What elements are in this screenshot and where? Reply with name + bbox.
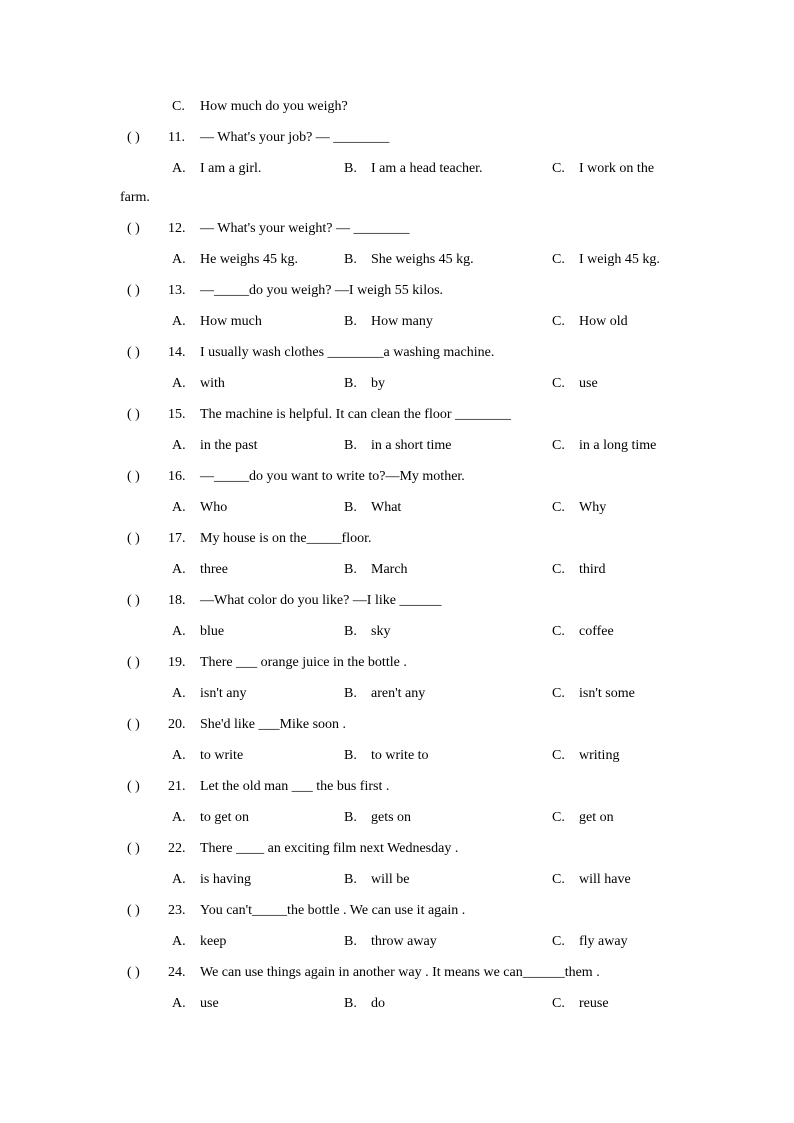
answer-blank[interactable]: ( ) [127,469,140,484]
question-number: 11. [168,130,185,145]
option-letter: B. [344,810,357,825]
option-text[interactable]: What [371,500,402,515]
option-letter: A. [172,314,186,329]
option-text[interactable]: gets on [371,810,412,825]
option-letter: B. [344,562,357,577]
question-text: I usually wash clothes ________a washing machine. [200,345,495,360]
question-text: There ___ orange juice in the bottle . [200,655,407,670]
option-letter: B. [344,314,357,329]
option-text[interactable]: third [579,562,606,577]
option-text[interactable]: How much [200,314,262,329]
question-text: —What color do you like? —I like ______ [200,593,442,608]
option-text[interactable]: will have [579,872,631,887]
option-letter: C. [552,872,565,887]
answer-blank[interactable]: ( ) [127,903,140,918]
option-text: How much do you weigh? [200,99,348,114]
option-letter: A. [172,748,186,763]
option-text[interactable]: blue [200,624,225,639]
option-letter: C. [552,252,565,267]
option-text[interactable]: I am a girl. [200,161,262,176]
option-text[interactable]: isn't some [579,686,635,701]
option-letter: C. [552,500,565,515]
option-text[interactable]: She weighs 45 kg. [371,252,474,267]
option-letter: C. [172,99,185,114]
answer-blank[interactable]: ( ) [127,841,140,856]
question-number: 15. [168,407,186,422]
option-text[interactable]: use [579,376,598,391]
question-text: There ____ an exciting film next Wednesday . [200,841,459,856]
option-letter: A. [172,438,186,453]
option-letter: A. [172,624,186,639]
option-letter: B. [344,996,357,1011]
option-text[interactable]: I weigh 45 kg. [579,252,660,267]
option-text[interactable]: How many [371,314,433,329]
option-letter: C. [552,161,565,176]
option-letter: B. [344,934,357,949]
option-letter: A. [172,872,186,887]
option-letter: B. [344,376,357,391]
option-text[interactable]: to write [200,748,244,763]
option-letter: A. [172,996,186,1011]
answer-blank[interactable]: ( ) [127,965,140,980]
option-text[interactable]: How old [579,314,628,329]
answer-blank[interactable]: ( ) [127,655,140,670]
option-letter: A. [172,810,186,825]
option-letter: C. [552,748,565,763]
option-text[interactable]: Who [200,500,228,515]
question-number: 17. [168,531,186,546]
option-letter: A. [172,500,186,515]
option-text[interactable]: in a short time [371,438,452,453]
question-text: Let the old man ___ the bus first . [200,779,390,794]
question-text: We can use things again in another way . It means we can______them . [200,965,600,980]
option-letter: B. [344,161,357,176]
option-text[interactable]: I work on the [579,161,655,176]
question-text: —_____do you weigh? —I weigh 55 kilos. [200,283,444,298]
option-text[interactable]: March [371,562,408,577]
option-text[interactable]: isn't any [200,686,247,701]
option-letter: A. [172,686,186,701]
option-text[interactable]: in a long time [579,438,657,453]
option-letter: A. [172,562,186,577]
option-text[interactable]: reuse [579,996,609,1011]
option-letter: B. [344,438,357,453]
question-number: 21. [168,779,186,794]
option-letter: C. [552,996,565,1011]
option-text[interactable]: to write to [371,748,429,763]
option-text[interactable]: get on [579,810,614,825]
option-text[interactable]: fly away [579,934,628,949]
answer-blank[interactable]: ( ) [127,130,140,145]
question-number: 19. [168,655,186,670]
question-text: —_____do you want to write to?—My mother. [200,469,465,484]
question-text: She'd like ___Mike soon . [200,717,347,732]
option-letter: C. [552,376,565,391]
option-text[interactable]: writing [579,748,620,763]
option-letter: C. [552,438,565,453]
option-text[interactable]: Why [579,500,607,515]
question-number: 16. [168,469,186,484]
option-letter: A. [172,252,186,267]
answer-blank[interactable]: ( ) [127,345,140,360]
option-text[interactable]: to get on [200,810,249,825]
option-text[interactable]: do [371,996,385,1011]
option-text[interactable]: use [200,996,219,1011]
option-text[interactable]: will be [371,872,410,887]
question-number: 12. [168,221,186,236]
option-text[interactable]: by [371,376,385,391]
option-letter: B. [344,252,357,267]
option-letter: B. [344,872,357,887]
option-letter: A. [172,161,186,176]
question-text: — What's your job? — ________ [200,130,390,145]
option-letter: B. [344,748,357,763]
answer-blank[interactable]: ( ) [127,283,140,298]
option-text[interactable]: keep [200,934,227,949]
question-number: 24. [168,965,186,980]
option-letter: B. [344,500,357,515]
answer-blank[interactable]: ( ) [127,779,140,794]
option-text[interactable]: aren't any [371,686,426,701]
question-number: 13. [168,283,186,298]
option-letter: B. [344,624,357,639]
answer-blank[interactable]: ( ) [127,407,140,422]
option-text[interactable]: in the past [200,438,258,453]
option-text[interactable]: sky [371,624,391,639]
question-text: My house is on the_____floor. [200,531,372,546]
option-letter: C. [552,686,565,701]
option-text[interactable]: throw away [371,934,437,949]
option-text[interactable]: He weighs 45 kg. [200,252,298,267]
question-number: 18. [168,593,186,608]
answer-blank[interactable]: ( ) [127,531,140,546]
option-letter: C. [552,562,565,577]
option-letter: B. [344,686,357,701]
question-text: — What's your weight? — ________ [200,221,410,236]
option-letter: C. [552,934,565,949]
question-number: 22. [168,841,186,856]
answer-blank[interactable]: ( ) [127,221,140,236]
question-text: The machine is helpful. It can clean the floor ________ [200,407,512,422]
option-letter: C. [552,314,565,329]
answer-blank[interactable]: ( ) [127,593,140,608]
option-letter: C. [552,810,565,825]
option-letter: A. [172,934,186,949]
question-number: 20. [168,717,186,732]
option-wrap-text: farm. [120,190,150,205]
option-letter: C. [552,624,565,639]
option-text[interactable]: is having [200,872,251,887]
option-letter: A. [172,376,186,391]
question-number: 23. [168,903,186,918]
option-text[interactable]: coffee [579,624,614,639]
option-text[interactable]: with [200,376,225,391]
option-text[interactable]: three [200,562,228,577]
question-text: You can't_____the bottle . We can use it again . [200,903,466,918]
answer-blank[interactable]: ( ) [127,717,140,732]
option-text[interactable]: I am a head teacher. [371,161,483,176]
question-number: 14. [168,345,186,360]
